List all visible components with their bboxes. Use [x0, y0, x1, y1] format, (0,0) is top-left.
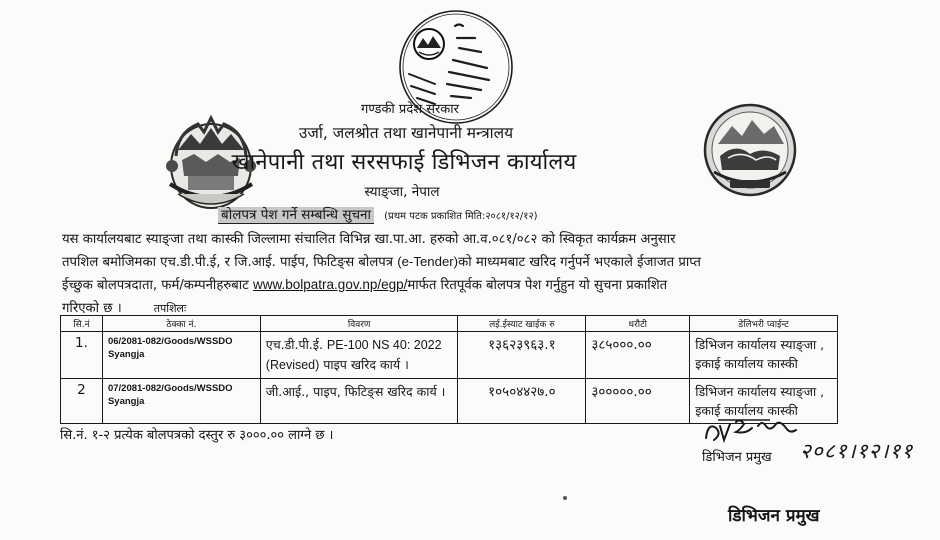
egp-portal-link[interactable]: www.bolpatra.gov.np/egp/ — [253, 277, 408, 292]
tender-table — [60, 315, 838, 424]
notice-paragraph-line-4 — [62, 298, 822, 316]
publish-date: (प्रथम पटक प्रकाशित मिति:२०८१/१२/१२) — [384, 211, 538, 222]
row-delivery-point: डिभिजन कार्यालय स्याङ्जा , इकाई कार्यालय कास्की — [690, 332, 838, 379]
para-line3-end: मार्फत रितपूर्वक बोलपत्र पेश गर्नुहुन यो सुचना प्रकाशित — [407, 278, 668, 293]
bottom-signatory-title: डिभिजन प्रमुख — [728, 506, 820, 526]
row-description — [260, 332, 458, 379]
column-header-delivery: डेलिभरी प्वाईन्ट — [690, 316, 838, 332]
column-header-contract: ठेक्का नं. — [102, 316, 260, 332]
office-location: स्याङ्जा, नेपाल — [364, 184, 440, 200]
row-contract-number: 06/2081-082/Goods/WSSDO Syangja — [102, 332, 260, 379]
details-label: तपशिलः — [153, 302, 187, 315]
notice-subject-line — [218, 204, 538, 223]
notice-paragraph-line-3 — [62, 275, 822, 293]
para-line2-start: तपशिल बमोजिमका एच.डी.पी.ई, र जि.आई. पाईप, फिटिङ्स बोलपत्र — [62, 255, 398, 270]
signatory-title: डिभिजन प्रमुख — [702, 450, 772, 465]
government-name: गण्डकी प्रदेश सरकार — [361, 102, 459, 117]
para-line3-start: ईच्छुक बोलपत्रदाता, फर्म/कम्पनीहरुबाट — [62, 278, 254, 293]
notice-paragraph-line-2 — [62, 252, 822, 270]
row-deposit: ३८५०००.०० — [586, 332, 690, 379]
para-line2-end: को माध्यमबाट खरिद गर्नुपर्ने भएकाले ईजाजत प्राप्त — [458, 255, 701, 270]
row-description — [260, 379, 458, 424]
fee-note: सि.नं. १-२ प्रत्येक बोलपत्रको दस्तुर रु ३०००.०० लाग्ने छ । — [60, 428, 334, 443]
row-cost-estimate: १०५०४४२७.० — [458, 379, 586, 424]
notice-subject: बोलपत्र पेश गर्ने सम्बन्धि सुचना — [218, 207, 374, 224]
tender-table-header — [61, 316, 838, 332]
handwritten-signature — [700, 416, 800, 446]
notice-paragraph-line-1: यस कार्यालयबाट स्याङ्जा तथा कास्की जिल्लामा संचालित विभिन्न खा.पा.आ. हरुको आ.व.०८१/०८२ को स्विकृत कार्यक्रम अनुसार — [62, 232, 676, 247]
desc-part-c: पाइप खरिद कार्य । — [319, 357, 409, 372]
column-header-deposit: धरौटी — [586, 316, 690, 332]
row-sn: 1. — [61, 332, 103, 379]
table-row — [61, 332, 838, 379]
column-header-sn: सि.नं — [61, 316, 103, 332]
ministry-name: उर्जा, जलश्रोत तथा खानेपानी मन्त्रालय — [298, 124, 514, 142]
row-deposit: ३०००००.०० — [586, 379, 690, 424]
column-header-description: विवरण — [260, 316, 458, 332]
signature-date: २०८१।१२।११ — [800, 439, 914, 463]
row-sn: 2 — [61, 379, 103, 424]
row-delivery-point: डिभिजन कार्यालय स्याङ्जा , इकाई कार्यालय कास्की — [690, 379, 838, 424]
desc-part-b: PE-100 NS 40: 2022 (Revised) — [265, 338, 442, 372]
ink-dot — [563, 496, 567, 500]
column-header-cost: लई.ईस्याट खाईक रु — [458, 316, 586, 332]
row-cost-estimate: १३६२३९६३.१ — [458, 332, 586, 379]
etender-text: (e-Tender) — [397, 254, 459, 269]
row-contract-number: 07/2081-082/Goods/WSSDO Syangja — [102, 379, 260, 424]
office-name: खानेपानी तथा सरसफाई डिभिजन कार्यालय — [231, 150, 577, 175]
para-line4: गरिएको छ । — [62, 301, 122, 316]
desc-part-a: एच.डी.पी.ई. — [265, 337, 327, 352]
desc-part-a: जी.आई., पाइप, फिटिङ्स खरिद कार्य । — [265, 384, 446, 399]
